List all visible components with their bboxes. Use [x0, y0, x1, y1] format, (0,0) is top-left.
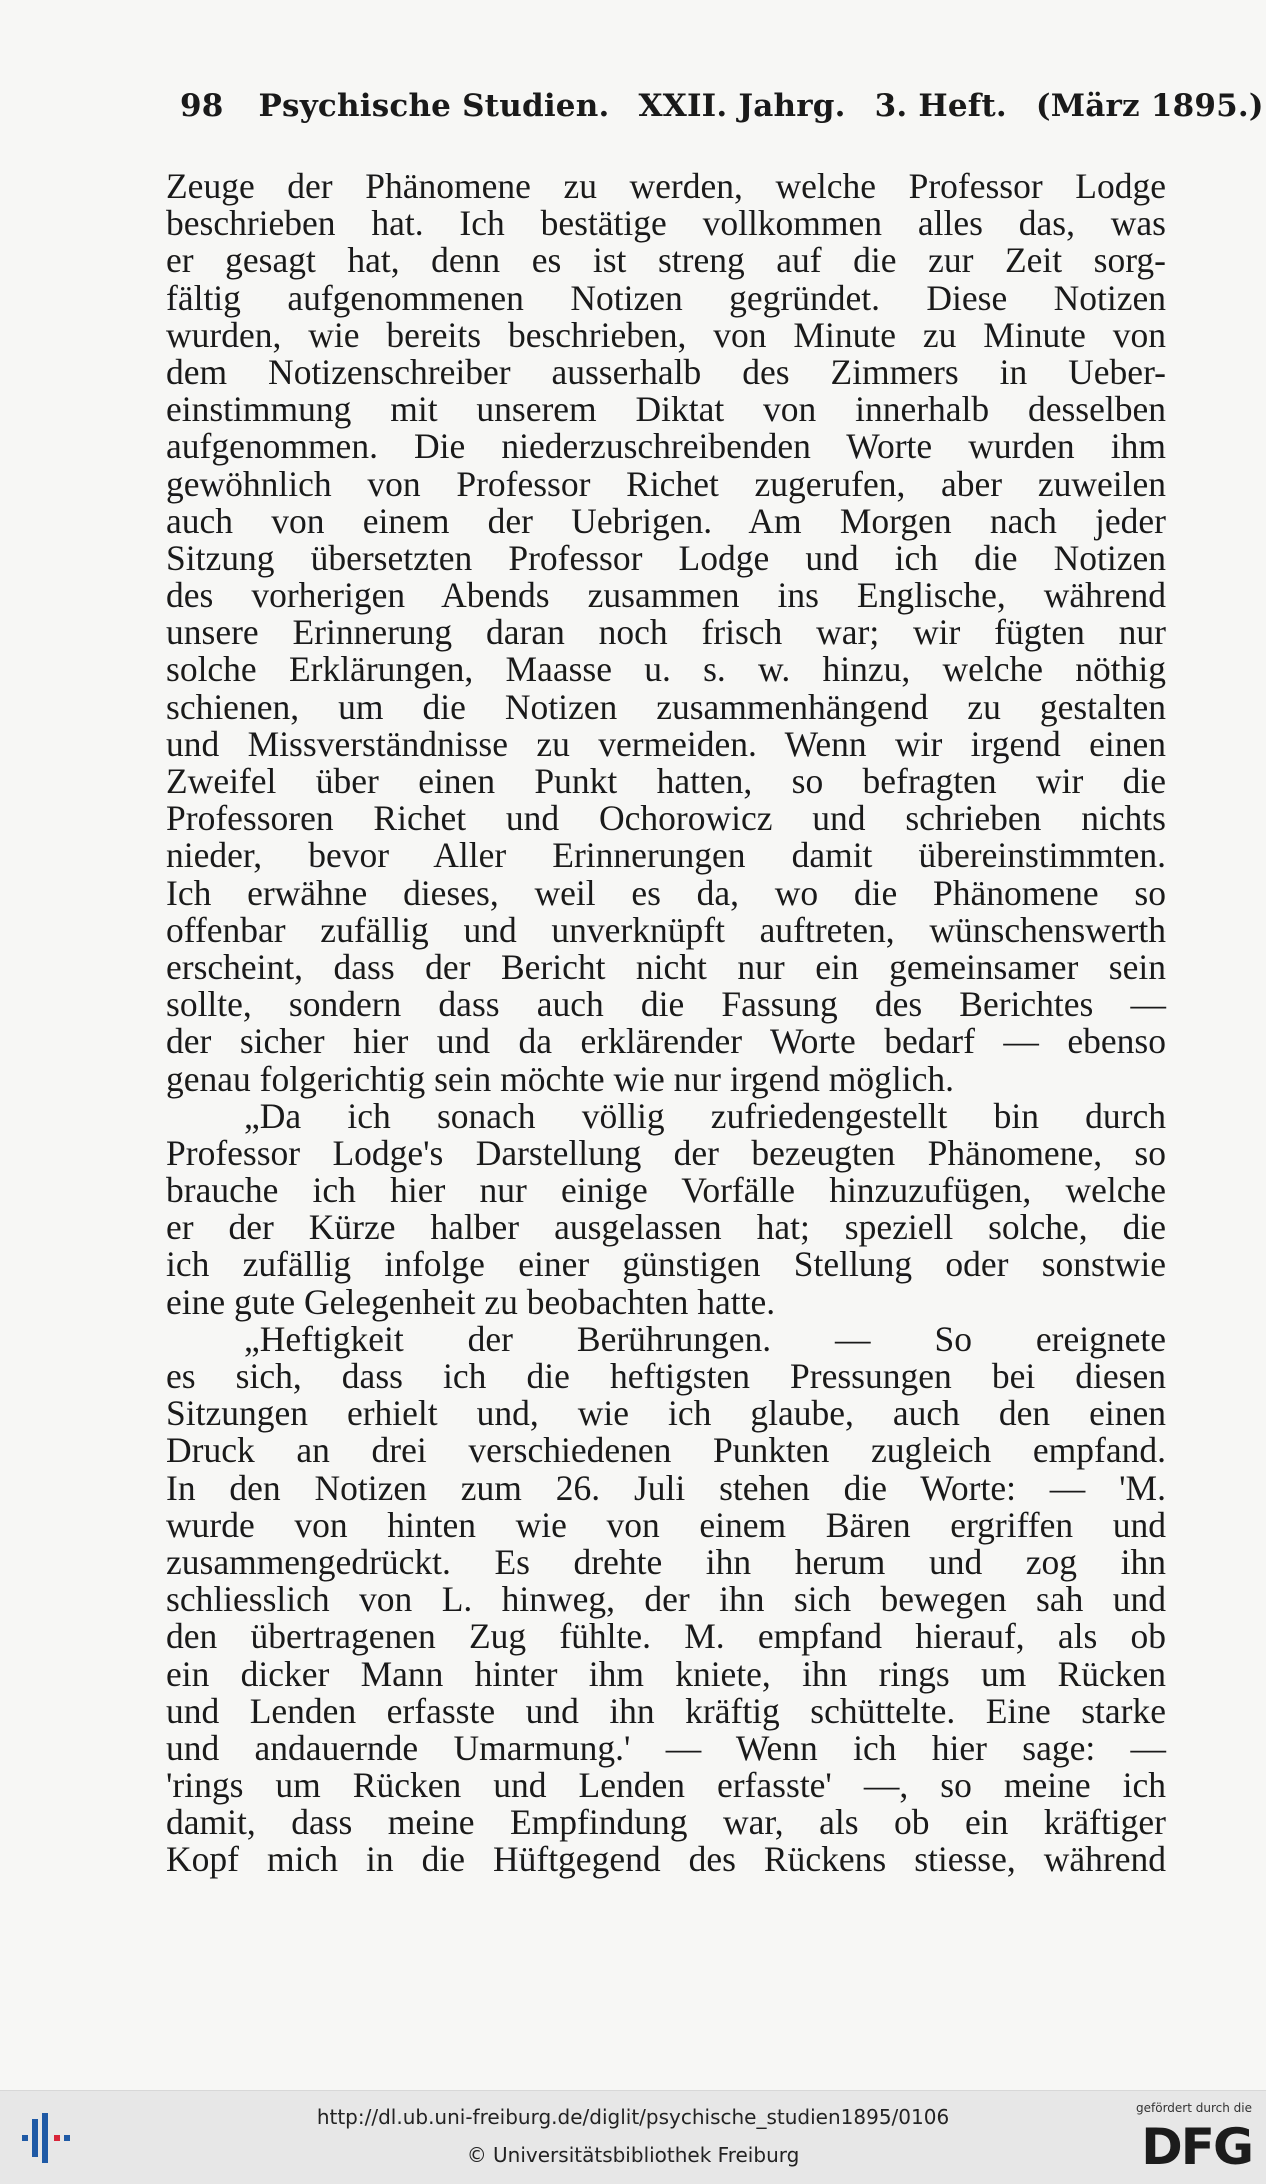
text-line: den übertragenen Zug fühlte. M. empfand hierauf, als ob	[166, 1616, 1166, 1657]
text-line: gewöhnlich von Professor Richet zugerufen, aber zuweilen	[166, 463, 1166, 504]
text-line: beschrieben hat. Ich bestätige vollkommen alles das, was	[166, 203, 1166, 244]
text-line: Zweifel über einen Punkt hatten, so befragten wir die	[166, 761, 1166, 801]
text-line: nieder, bevor Aller Erinnerungen damit übereinstimmten.	[166, 835, 1166, 876]
text-line: „Heftigkeit der Berührungen. — So ereignete	[244, 1318, 1166, 1359]
running-head	[180, 88, 1264, 124]
body-text	[166, 168, 1166, 1879]
text-line: auch von einem der Uebrigen. Am Morgen nach jeder	[166, 500, 1166, 541]
page-number: 98	[180, 88, 224, 124]
text-line: genau folgerichtig sein möchte wie nur irgend möglich.	[166, 1058, 955, 1099]
text-line: wurden, wie bereits beschrieben, von Minute zu Minute von	[166, 314, 1166, 355]
text-line: aufgenommen. Die niederzuschreibenden Worte wurden ihm	[166, 426, 1166, 467]
text-line: Kopf mich in die Hüftgegend des Rückens stiesse, während	[166, 1839, 1166, 1880]
copyright-notice: © Universitätsbibliothek Freiburg	[466, 2143, 800, 2167]
text-line: einstimmung mit unserem Diktat von innerhalb desselben	[166, 389, 1166, 430]
text-line: Professor Lodge's Darstellung der bezeugten Phänomene, so	[166, 1132, 1166, 1173]
text-line: Sitzungen erhielt und, wie ich glaube, auch den einen	[166, 1393, 1166, 1434]
text-line: Druck an drei verschiedenen Punkten zugleich empfand.	[166, 1430, 1166, 1471]
issue: 3. Heft.	[874, 88, 1007, 124]
text-line: er gesagt hat, denn es ist streng auf die zur Zeit sorg-	[166, 240, 1166, 281]
text-line: und Missverständnisse zu vermeiden. Wenn wir irgend einen	[166, 723, 1166, 764]
issue-date: (März 1895.)	[1035, 88, 1264, 124]
journal-title: Psychische Studien.	[258, 88, 610, 124]
text-line: er der Kürze halber ausgelassen hat; speziell solche, die	[166, 1207, 1166, 1248]
text-line: damit, dass meine Empfindung war, als ob ein kräftiger	[166, 1802, 1166, 1843]
text-line: des vorherigen Abends zusammen ins Englische, während	[166, 575, 1166, 616]
text-line: dem Notizenschreiber ausserhalb des Zimmers in Ueber-	[166, 351, 1166, 392]
dfg-logo: DFG	[1141, 2118, 1252, 2176]
permalink-url[interactable]: http://dl.ub.uni-freiburg.de/diglit/psychische_studien1895/0106	[316, 2105, 950, 2129]
volume: XXII. Jahrg.	[638, 88, 846, 124]
text-line: und Lenden erfasste und ihn kräftig schüttelte. Eine starke	[166, 1690, 1166, 1731]
text-line: 'rings um Rücken und Lenden erfasste' —, so meine ich	[166, 1765, 1166, 1806]
text-line: es sich, dass ich die heftigsten Pressungen bei diesen	[166, 1356, 1166, 1396]
text-line: fältig aufgenommenen Notizen gegründet. Diese Notizen	[166, 277, 1166, 318]
text-line: schienen, um die Notizen zusammenhängend zu gestalten	[166, 686, 1166, 727]
text-line: ein dicker Mann hinter ihm kniete, ihn rings um Rücken	[166, 1653, 1166, 1694]
text-line: sollte, sondern dass auch die Fassung des Berichtes —	[166, 984, 1166, 1025]
text-line: Ich erwähne dieses, weil es da, wo die Phänomene so	[166, 872, 1166, 913]
viewer-footer	[0, 2090, 1266, 2184]
funding-caption: gefördert durch die	[1136, 2101, 1252, 2115]
text-line: schliesslich von L. hinweg, der ihn sich bewegen sah und	[166, 1579, 1166, 1620]
text-line: Zeuge der Phänomene zu werden, welche Professor Lodge	[166, 166, 1166, 206]
text-line: solche Erklärungen, Maasse u. s. w. hinzu, welche nöthig	[166, 649, 1166, 690]
text-line: erscheint, dass der Bericht nicht nur ein gemeinsamer sein	[166, 946, 1166, 987]
text-line: Sitzung übersetzten Professor Lodge und ich die Notizen	[166, 537, 1166, 578]
text-line: Professoren Richet und Ochorowicz und schrieben nichts	[166, 798, 1166, 839]
text-line: „Da ich sonach völlig zufriedengestellt bin durch	[244, 1095, 1166, 1136]
text-line: unsere Erinnerung daran noch frisch war; wir fügten nur	[166, 612, 1166, 653]
text-line: der sicher hier und da erklärender Worte bedarf — ebenso	[166, 1021, 1166, 1062]
text-line: ich zufällig infolge einer günstigen Stellung oder sonstwie	[166, 1244, 1166, 1285]
text-line: eine gute Gelegenheit zu beobachten hatte.	[166, 1281, 776, 1322]
text-line: und andauernde Umarmung.' — Wenn ich hier sage: —	[166, 1727, 1166, 1768]
text-line: offenbar zufällig und unverknüpft auftreten, wünschenswerth	[166, 909, 1166, 950]
text-line: In den Notizen zum 26. Juli stehen die Worte: — 'M.	[166, 1467, 1166, 1508]
text-line: brauche ich hier nur einige Vorfälle hinzuzufügen, welche	[166, 1170, 1166, 1211]
text-line: zusammengedrückt. Es drehte ihn herum und zog ihn	[166, 1541, 1166, 1582]
text-line: wurde von hinten wie von einem Bären ergriffen und	[166, 1504, 1166, 1545]
